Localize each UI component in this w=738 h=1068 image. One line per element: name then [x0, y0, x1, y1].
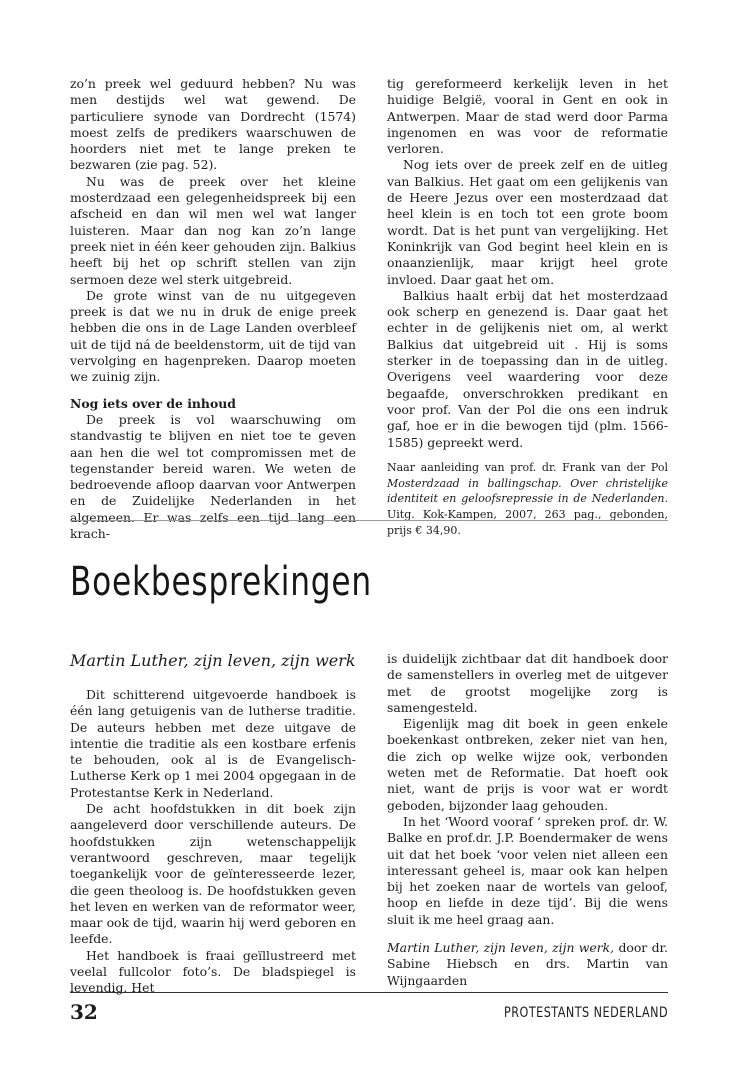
article-paragraph: Nog iets over de preek zelf en de uitleg van Balkius. Het gaat om een gelijkenis van de Heere Jezus over een mosterdzaad dat heel klein is en toch tot een grote boom wordt. Dat is het punt van vergelijking. Het Koninkrijk van God begint heel klein en is onaanzienlijk, maar krijgt heel grote invloed. Daar gaat het om.	[387, 157, 668, 287]
review-paragraph: is duidelijk zichtbaar dat dit handboek door de samenstellers in overleg met de uitgever met de grootst mogelijke zorg is samengesteld.	[387, 651, 668, 715]
source-intro: Naar aanleiding van prof. dr. Frank van der Pol	[387, 460, 668, 474]
article-paragraph: De preek is vol waarschuwing om standvastig te blijven en niet toe te geven aan hen die wel tot compromissen met de tegenstander bereid waren. We weten de bedroevende afloop daarvan voor Antwerpen en de Zuidelijke Nederlanden in het algemeen. Er was zelfs een tijd lang een krach-	[70, 411, 356, 542]
article-paragraph: zo’n preek wel geduurd hebben? Nu was men destijds wel wat gewend. De particuliere synode van Dordrecht (1574) moest zelfs de predikers waarschuwen de hoorders niet met te lange preken te bezwaren (zie pag. 52).	[70, 76, 356, 173]
article-paragraph: Balkius haalt erbij dat het mosterdzaad ook scherp en genezend is. Daar gaat het echter in de gelijkenis niet om, al werkt Balkius dat uitgebreid uit . Hij is soms sterker in de toepassing dan in de uitleg. Overigens veel waardering voor deze begaafde, onverschrokken predikant en voor prof. Van der Pol die ons een indruk gaf, hoe er in die bewogen tijd (plm. 1566-1585) gepreekt werd.	[387, 287, 668, 450]
subheading: Nog iets over de inhoud	[70, 395, 236, 411]
source-note	[387, 460, 668, 539]
section-divider	[70, 520, 668, 521]
review-column-left	[70, 687, 356, 997]
credit-book-title: Martin Luther, zijn leven, zijn werk,	[387, 940, 615, 956]
review-paragraph: Het handboek is fraai geïllustreerd met veelal fullcolor foto’s. De bladspiegel is levendig. Het	[70, 947, 356, 996]
review-paragraph: Eigenlijk mag dit boek in geen enkele boekenkast ontbreken, zeker niet van hen, die zich op welke wijze ook, verbonden weten met de Reformatie. Dat hoeft ook niet, want de prijs is voor wat er wordt geboden, bijzonder laag gehouden.	[387, 716, 668, 813]
review-paragraph: In het ‘Woord vooraf ‘ spreken prof. dr. W. Balke en prof.dr. J.P. Boendermaker de wens uit dat het boek ‘voor velen niet alleen een interessant geheel is, maar ook kan helpen bij het zoeken naar de wortels van geloof, hoop en liefde in deze tijd’. Bij die wens sluit ik me heel graag aan.	[387, 813, 668, 927]
source-publication: . Uitg. Kok-Kampen, 2007, 263 pag., gebonden, prijs € 34,90.	[387, 492, 668, 538]
review-paragraph: De acht hoofdstukken in dit boek zijn aangeleverd door verschillende auteurs. De hoofdstukken zijn wetenschappelijk verantwoord geschreven, maar tegelijk toegankelijk voor de geïnteresseerde lezer, die geen theoloog is. De hoofdstukken geven het leven en werken van de reformator weer, maar ook de tijd, waarin hij werd geboren en leefde.	[70, 801, 356, 947]
credit-authors: door dr. Sabine Hiebsch en drs. Martin van Wijngaarden	[387, 940, 668, 988]
footer-rule	[70, 992, 668, 993]
review-paragraph: Dit schitterend uitgevoerde handboek is één lang getuigenis van de lutherse traditie. De auteurs hebben met deze uitgave de intentie die traditie als een kostbare erfenis te behouden, ook al is de Evangelisch-Lutherse Kerk op 1 mei 2004 opgegaan in de Protestantse Kerk in Nederland.	[70, 687, 356, 800]
review-credit	[387, 940, 668, 989]
article-paragraph: Nu was de preek over het kleine mosterdzaad een gelegenheidspreek bij een afscheid en dan wil men wel wat langer luisteren. Maar dan nog kan zo’n lange preek niet in één keer gehouden zijn. Balkius heeft bij het op schrift stellen van zijn sermoen deze wel sterk uitgebreid.	[70, 173, 356, 287]
article-paragraph: De grote winst van de nu uitgegeven preek is dat we nu in druk de enige preek hebben die ons in de Lage Landen overbleef uit de tijd ná de beeldenstorm, uit de tijd van vervolging en hagenpreken. Daarop moeten we zuinig zijn.	[70, 287, 356, 385]
review-column-right	[387, 651, 668, 989]
source-book-title: Mosterdzaad in ballingschap. Over christelijke identiteit en geloofsrepressie in de Nederlanden	[387, 476, 668, 506]
section-title: Boekbesprekingen	[70, 559, 372, 605]
page-number: 32	[70, 1000, 98, 1024]
journal-name: PROTESTANTS NEDERLAND	[503, 1005, 668, 1021]
article-paragraph: tig gereformeerd kerkelijk leven in het huidige België, vooral in Gent en ook in Antwerpen. Maar de stad werd door Parma ingenomen en was voor de reformatie verloren.	[387, 76, 668, 157]
article-column-right	[387, 76, 668, 539]
article-column-left	[70, 76, 356, 542]
review-title: Martin Luther, zijn leven, zijn werk	[70, 651, 356, 670]
